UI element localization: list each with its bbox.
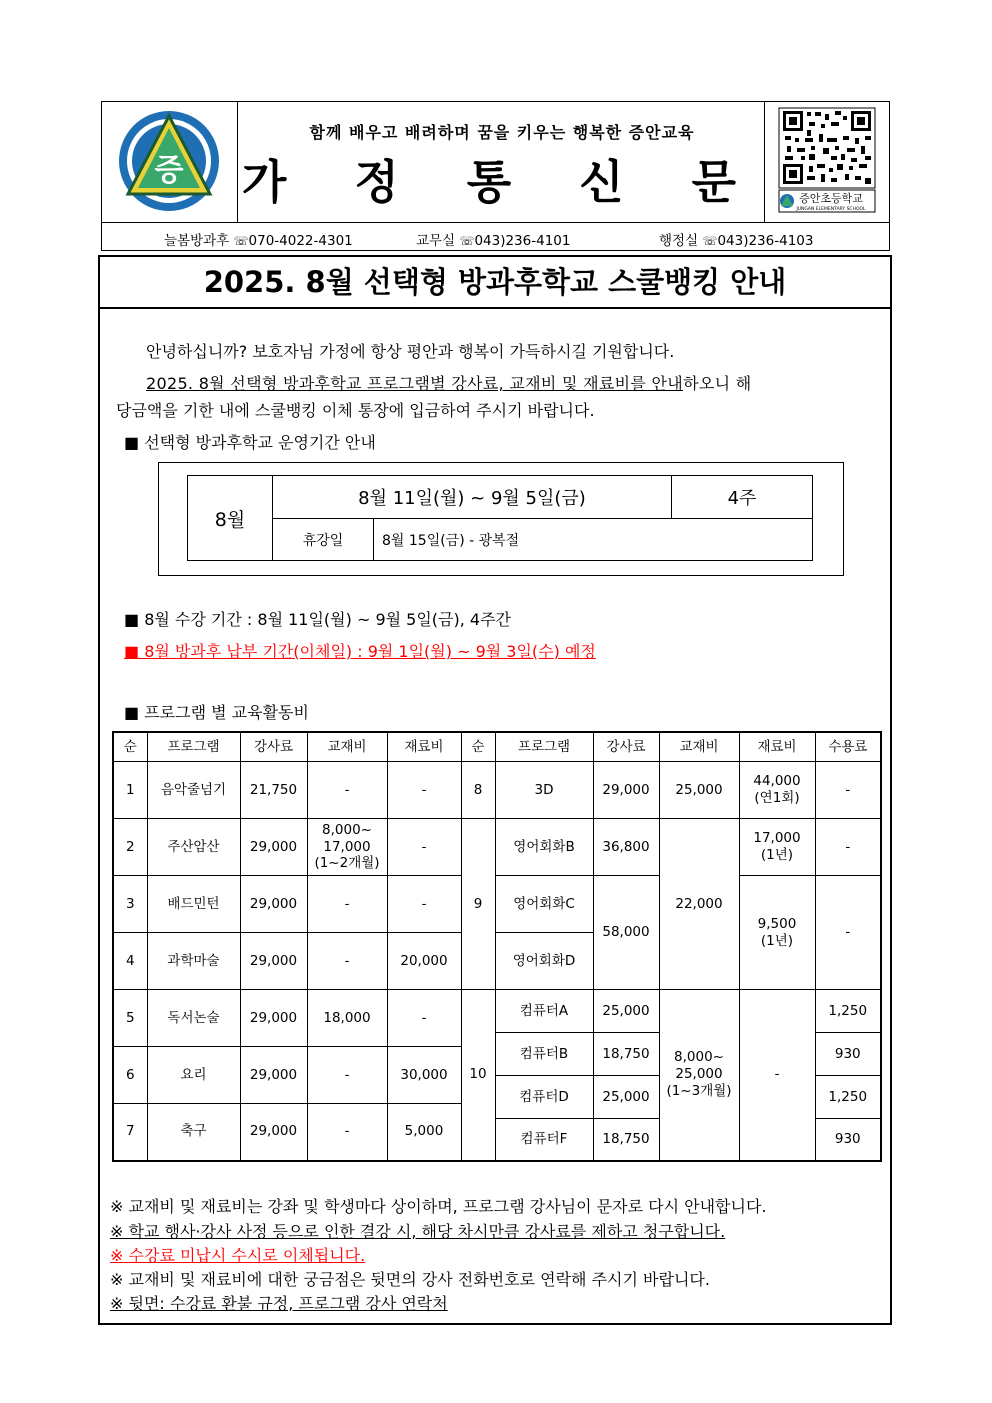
table-cell: 축구 [147,1104,240,1161]
fee-heading: ■ 프로그램 별 교육활동비 [124,703,309,722]
table-cell: - [387,819,461,876]
table-cell: 25,000 [593,1076,659,1119]
table-cell: 배드민턴 [147,876,240,933]
document-title: 2025. 8월 선택형 방과후학교 스쿨뱅킹 안내 [100,257,890,309]
table-cell: 요리 [147,1047,240,1104]
table-cell: 8,000~ 17,000 (1~2개월) [307,819,387,876]
table-cell: 21,750 [240,762,307,819]
table-cell: 영어회화B [495,819,593,876]
contact-afterschool: 늘봄방과후 ☏070-4022-4301 [164,233,353,249]
table-cell: 29,000 [240,933,307,990]
newsletter-title: 가 정 통 신 문 [241,155,763,209]
table-cell: 930 [815,1119,881,1161]
table-cell: - [815,876,881,990]
period-weeks: 4주 [672,476,813,519]
table-cell: 58,000 [593,876,659,990]
table-cell: 25,000 [593,990,659,1033]
phone-icon: ☏ [233,234,249,248]
table-cell: 영어회화C [495,876,593,933]
table-cell: 컴퓨터A [495,990,593,1033]
table-cell: - [387,990,461,1047]
main-content [98,255,892,1325]
table-cell: 영어회화D [495,933,593,990]
holiday-value: 8월 15일(금) - 광복절 [374,519,813,561]
fee-table [112,731,882,1162]
table-cell: 1,250 [815,1076,881,1119]
table-cell: 20,000 [387,933,461,990]
table-cell: - [307,1047,387,1104]
table-cell: 9,500 (1년) [739,876,815,990]
table-cell: 컴퓨터B [495,1033,593,1076]
table-cell: - [307,1104,387,1161]
school-logo [102,102,238,222]
col-header: 강사료 [240,732,307,762]
col-header: 교재비 [659,732,739,762]
qr-code-icon [765,102,888,220]
phone-icon: ☏ [459,234,475,248]
col-header: 순 [461,732,495,762]
intro-line-3: 당금액을 기한 내에 스쿨뱅킹 이체 통장에 입금하여 주시기 바랍니다. [116,401,595,420]
table-cell: 1,250 [815,990,881,1033]
table-cell: 29,000 [240,876,307,933]
table-cell: 29,000 [240,1047,307,1104]
table-cell: 8 [461,762,495,819]
table-cell: 18,750 [593,1033,659,1076]
table-cell: 22,000 [659,819,739,990]
phone-icon: ☏ [702,234,718,248]
table-cell: 6 [113,1047,147,1104]
table-cell: 컴퓨터F [495,1119,593,1161]
col-header: 순 [113,732,147,762]
note-3: ※ 수강료 미납시 수시로 이체됩니다. [110,1246,366,1265]
table-row [113,819,881,876]
fee-table-header [113,732,881,762]
col-header: 재료비 [739,732,815,762]
table-cell: 3D [495,762,593,819]
course-period: ■ 8월 수강 기간 : 8월 11일(월) ~ 9월 5일(금), 4주간 [124,610,512,629]
payment-period: ■ 8월 방과후 납부 기간(이체일) : 9월 1일(월) ~ 9월 3일(수) 예정 [124,642,596,661]
intro-line-1: 안녕하십니까? 보호자님 가정에 항상 평안과 행복이 가득하시길 기원합니다. [146,342,675,361]
period-box [158,462,844,576]
col-header: 강사료 [593,732,659,762]
table-cell: 29,000 [240,1104,307,1161]
col-header: 프로그램 [495,732,593,762]
table-cell: - [739,990,815,1161]
table-cell: 36,800 [593,819,659,876]
qr-code[interactable] [764,102,889,222]
table-cell: 29,000 [240,990,307,1047]
table-cell: 독서논술 [147,990,240,1047]
table-cell: - [307,762,387,819]
table-cell: 7 [113,1104,147,1161]
table-cell: 44,000 (연1회) [739,762,815,819]
table-cell: 주산암산 [147,819,240,876]
col-header: 교재비 [307,732,387,762]
table-cell: 9 [461,819,495,990]
table-cell: 5,000 [387,1104,461,1161]
table-cell: - [387,876,461,933]
table-cell: 18,750 [593,1119,659,1161]
table-cell: 18,000 [307,990,387,1047]
table-cell: 컴퓨터D [495,1076,593,1119]
period-month: 8월 [188,476,273,561]
table-cell: 17,000 (1년) [739,819,815,876]
qr-school-name-en: JUNGAN ELEMENTARY SCHOOL [796,207,866,212]
table-cell: - [387,762,461,819]
table-cell: - [815,819,881,876]
school-motto: 함께 배우고 배려하며 꿈을 키우는 행복한 증안교육 [309,123,695,142]
period-table [187,475,813,561]
table-cell: 4 [113,933,147,990]
contact-teachers-office: 교무실 ☏043)236-4101 [416,233,571,249]
table-cell: 3 [113,876,147,933]
table-cell: 2 [113,819,147,876]
table-cell: 30,000 [387,1047,461,1104]
table-row [113,990,881,1033]
note-2: ※ 학교 행사·강사 사정 등으로 인한 결강 시, 해당 차시만큼 강사료를 제하고 청구합니다. [110,1222,726,1241]
table-row [113,876,881,933]
table-cell: - [307,933,387,990]
contact-bar [102,222,889,251]
period-heading: ■ 선택형 방과후학교 운영기간 안내 [124,433,376,452]
table-cell: 29,000 [240,819,307,876]
note-4: ※ 교재비 및 재료비에 대한 궁금점은 뒷면의 강사 전화번호로 연락해 주시기 바랍니다. [110,1270,710,1289]
table-cell: 과학마술 [147,933,240,990]
table-cell: - [815,762,881,819]
table-cell: - [307,876,387,933]
newsletter-header [101,101,890,251]
table-row [113,762,881,819]
intro-line-2: 2025. 8월 선택형 방과후학교 프로그램별 강사료, 교재비 및 재료비를 안내하오니 해 [146,374,752,393]
note-1: ※ 교재비 및 재료비는 강좌 및 학생마다 상이하며, 프로그램 강사님이 문자로 다시 안내합니다. [110,1197,767,1216]
table-cell: 1 [113,762,147,819]
table-cell: 5 [113,990,147,1047]
logo-letter: 증 [154,153,184,188]
col-header: 재료비 [387,732,461,762]
table-cell: 930 [815,1033,881,1076]
table-cell: 음악줄넘기 [147,762,240,819]
col-header: 수용료 [815,732,881,762]
table-cell: 10 [461,990,495,1161]
table-cell: 25,000 [659,762,739,819]
contact-admin-office: 행정실 ☏043)236-4103 [659,233,814,249]
col-header: 프로그램 [147,732,240,762]
period-range: 8월 11일(월) ~ 9월 5일(금) [273,476,672,519]
qr-school-name: 증안초등학교 [799,192,863,205]
table-cell: 29,000 [593,762,659,819]
holiday-label: 휴강일 [273,519,374,561]
note-5: ※ 뒷면: 수강료 환불 규정, 프로그램 강사 연락처 [110,1294,448,1313]
table-cell: 8,000~ 25,000 (1~3개월) [659,990,739,1161]
